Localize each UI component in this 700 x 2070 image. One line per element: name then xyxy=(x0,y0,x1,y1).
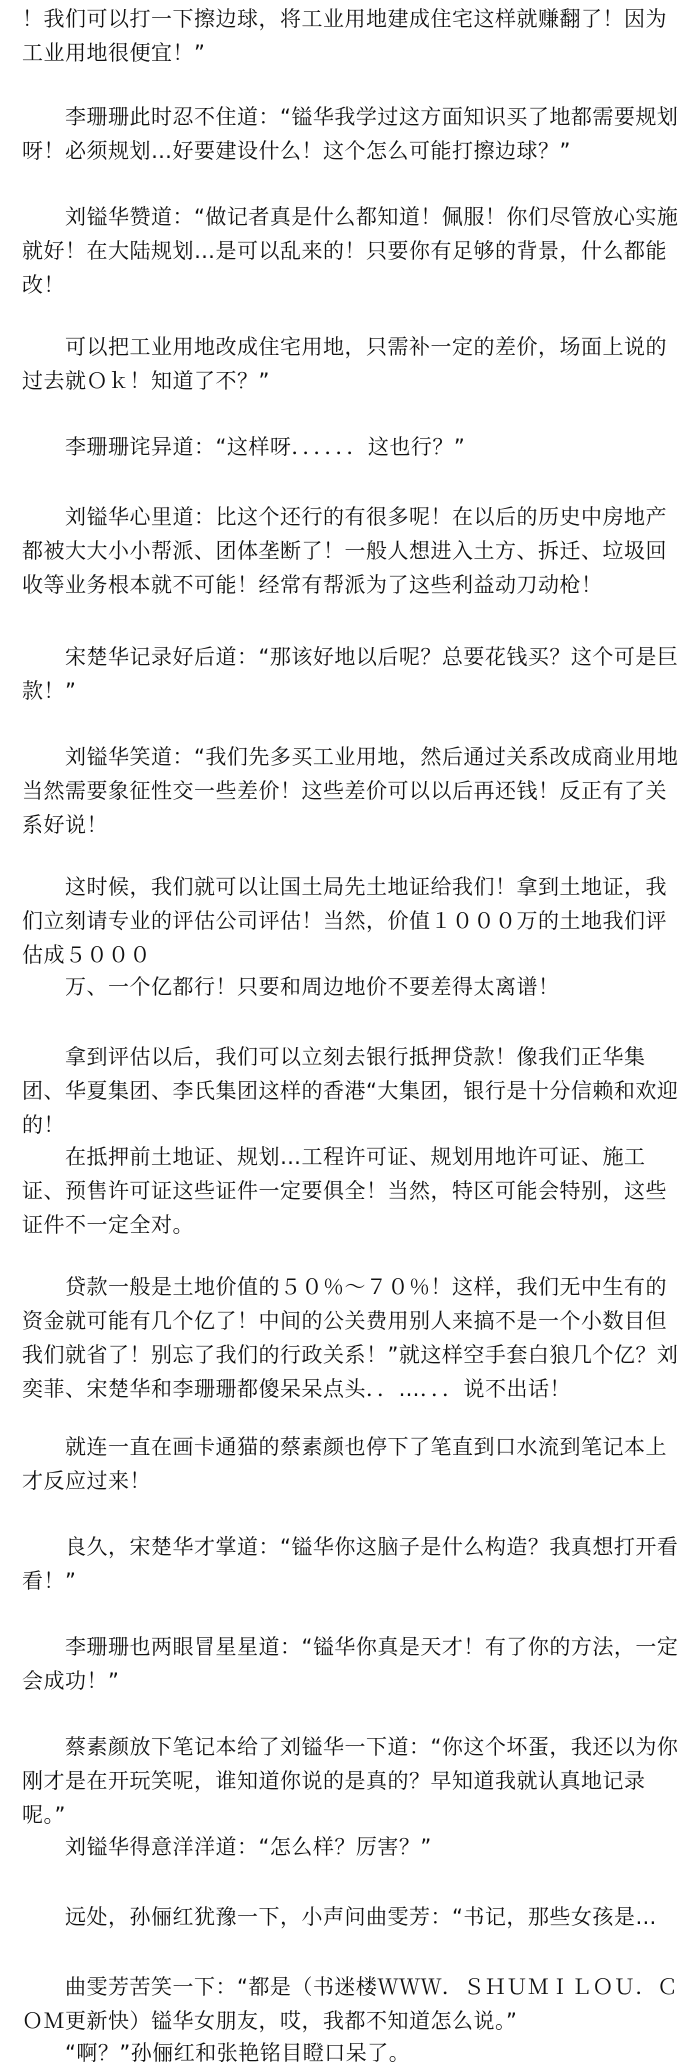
paragraph-6: 刘镒华心里道：比这个还行的有很多呢！在以后的历史中房地产都被大大小小帮派、团体垄断了！一般人想进入土方、拆迁、垃圾回收等业务根本就不可能！经常有帮派为了这些利益动刀动枪！ xyxy=(22,505,667,597)
paragraph-20: 曲雯芳苦笑一下：“都是（书迷楼ＷＷＷ．ＳＨＵＭＩＬＯＵ．ＣＯＭ更新快）镒华女朋友，哎，我都不知道怎么说。” xyxy=(22,1975,679,2033)
paragraph-4: 可以把工业用地改成住宅用地，只需补一定的差价，场面上说的过去就Ｏｋ！知道了不？” xyxy=(22,335,667,393)
paragraph-19: 远处，孙俪红犹豫一下，小声问曲雯芳：“书记，那些女孩是… xyxy=(22,1905,657,1929)
paragraph-17: 蔡素颜放下笔记本给了刘镒华一下道：“你这个坏蛋，我还以为你刚才是在开玩笑呢，谁知道你说的是真的？早知道我就认真地记录呢。” xyxy=(22,1735,679,1827)
paragraph-10: 万、一个亿都行！只要和周边地价不要差得太离谱！ xyxy=(22,975,560,999)
paragraph-11: 拿到评估以后，我们可以立刻去银行抵押贷款！像我们正华集团、华夏集团、李氏集团这样的香港“大集团，银行是十分信赖和欢迎的！ xyxy=(22,1045,679,1137)
paragraph-1: ！我们可以打一下擦边球，将工业用地建成住宅这样就赚翻了！因为工业用地很便宜！” xyxy=(22,7,667,65)
paragraph-16: 李珊珊也两眼冒星星道：“镒华你真是天才！有了你的方法，一定会成功！” xyxy=(22,1635,679,1693)
paragraph-9: 这时候，我们就可以让国土局先土地证给我们！拿到土地证，我们立刻请专业的评估公司评估！当然，价值１０００万的土地我们评估成５０００ xyxy=(22,875,667,967)
paragraph-13: 贷款一般是土地价值的５０％～７０％！这样，我们无中生有的资金就可能有几个亿了！中间的公关费用别人来搞不是一个小数目但我们就省了！别忘了我们的行政关系！”就这样空手套白狼几个亿？刘奕菲、宋楚华和李珊珊都傻呆呆点头．．…．．．说不出话！ xyxy=(22,1275,679,1401)
paragraph-3: 刘镒华赞道：“做记者真是什么都知道！佩服！你们尽管放心实施就好！在大陆规划…是可以乱来的！只要你有足够的背景，什么都能改！ xyxy=(22,205,679,297)
paragraph-12: 在抵押前土地证、规划…工程许可证、规划用地许可证、施工证、预售许可证这些证件一定要俱全！当然，特区可能会特别，这些证件不一定全对。 xyxy=(22,1145,667,1237)
paragraph-2: 李珊珊此时忍不住道：“镒华我学过这方面知识买了地都需要规划呀！必须规划…好要建设什么！这个怎么可能打擦边球？” xyxy=(22,105,679,163)
paragraph-14: 就连一直在画卡通猫的蔡素颜也停下了笔直到口水流到笔记本上才反应过来！ xyxy=(22,1435,667,1493)
paragraph-5: 李珊珊诧异道：“这样呀．．．．．．这也行？” xyxy=(22,435,466,459)
paragraph-18: 刘镒华得意洋洋道：“怎么样？厉害？” xyxy=(22,1835,432,1859)
paragraph-15: 良久，宋楚华才掌道：“镒华你这脑子是什么构造？我真想打开看看！” xyxy=(22,1535,679,1593)
paragraph-7: 宋楚华记录好后道：“那该好地以后呢？总要花钱买？这个可是巨款！” xyxy=(22,645,679,703)
paragraph-21: “啊？”孙俪红和张艳铭目瞪口呆了。 xyxy=(22,2041,411,2065)
paragraph-8: 刘镒华笑道：“我们先多买工业用地，然后通过关系改成商业用地当然需要象征性交一些差价！这些差价可以以后再还钱！反正有了关系好说！ xyxy=(22,745,679,837)
